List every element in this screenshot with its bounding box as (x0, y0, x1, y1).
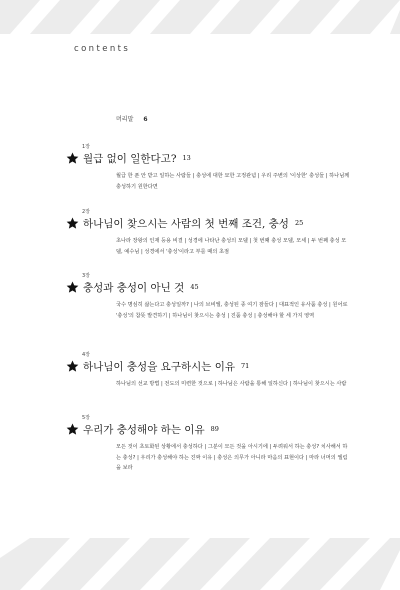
star-icon (66, 217, 79, 230)
chapter-page: 71 (241, 362, 250, 370)
chapter-page: 13 (182, 154, 191, 162)
chapter-title: 우리가 충성해야 하는 이유 (83, 423, 205, 436)
bottom-stripe-decoration (0, 538, 400, 590)
chapter-label: 5장 (82, 415, 91, 421)
chapter-description: 국수 명심히 삶는다고 충성일까? | 나의 브비엘, 충성된 종 여기 잠들다 | 대표적인 유사품 충성 | 원어로 '충성'의 참뜻 발견하기 | 하나님이 찾으시는 충성 | 진품 충성 | 충성해야 할 세 가지 영역 (116, 302, 348, 319)
chapter-description: 초나라 장왕의 인재 등용 비결 | 성경에 나타난 충성의 모델 | 첫 번째 충성 모델, 모세 | 두 번째 충성 모델, 예수님 | 성경에서 '충성'이라고 부를 때의 초점 (116, 238, 347, 255)
star-icon (66, 281, 79, 294)
chapter-page: 25 (294, 219, 304, 227)
chapter-label: 4장 (82, 352, 91, 358)
star-icon (66, 423, 79, 436)
chapter-title: 하나님이 찾으시는 사람의 첫 번째 조건, 충성 (83, 217, 289, 230)
chapter-description: 모든 것이 초토화된 상황에서 충성하다 | 그분이 모든 것을 아시기에 | 두려워서 하는 충성? 치사해서 하는 충성? | 우리가 충성해야 하는 진짜 이유 | 충성은 의무가 아니라 마음의 표현이다 | 마라 너머의 엘림을 보라 (116, 444, 348, 471)
chapter-page: 45 (190, 283, 199, 291)
chapter-description: 월급 한 푼 안 받고 일하는 사람들 | 충성에 대한 묘한 고정관념 | 우리 주변의 '이상한' 충성들 | 하나님께 충성하기 원한다면 (116, 173, 350, 190)
chapter-label: 2장 (82, 209, 91, 215)
preface-title: 머리말 (116, 116, 134, 123)
preface-entry[interactable] (116, 114, 148, 123)
star-icon (66, 152, 79, 165)
chapter-title: 월급 없이 일한다고? (83, 152, 177, 165)
chapter-title: 충성과 충성이 아닌 것 (83, 281, 185, 294)
star-icon (66, 360, 79, 373)
top-stripe-decoration (0, 0, 400, 34)
chapter-label: 3장 (82, 273, 91, 279)
chapter-label: 1장 (82, 144, 91, 150)
chapter-page: 89 (210, 425, 219, 433)
chapter-title: 하나님이 충성을 요구하시는 이유 (83, 360, 236, 373)
preface-page: 6 (143, 116, 148, 123)
contents-heading: contents (74, 44, 131, 54)
chapter-description: 하나님의 선교 방법 | 전도의 미련한 것으로 | 하나님은 사람을 통해 일하신다 | 하나님이 찾으시는 사람 (116, 381, 347, 387)
